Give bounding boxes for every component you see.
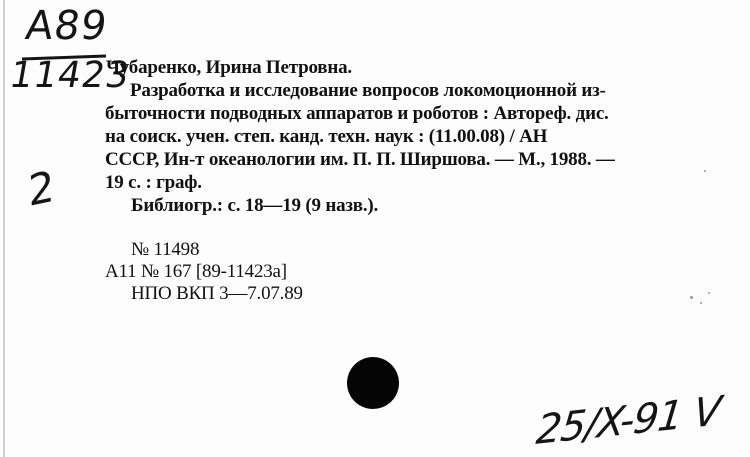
- paper-speck: [700, 302, 702, 304]
- registration-number: А11 № 167 [89-11423а]: [105, 261, 287, 282]
- bibliography-line: Библиогр.: с. 18—19 (9 назв.).: [131, 195, 379, 216]
- paper-speck: [690, 296, 693, 299]
- npo-vkp-line: НПО ВКП 3—7.07.89: [131, 283, 303, 304]
- title-line-3: на соиск. учен. степ. канд. техн. наук : (11.00.08) / АН: [105, 126, 548, 147]
- accession-number: № 11498: [131, 239, 200, 260]
- title-line-1: Разработка и исследование вопросов локомоционной из-: [130, 80, 606, 101]
- punch-hole: [347, 357, 399, 409]
- paper-speck: [708, 292, 710, 294]
- copy-mark: 2: [27, 160, 56, 217]
- shelfmark-number: 11423: [6, 55, 134, 96]
- card-edge: [3, 0, 5, 457]
- title-line-2: быточности подводных аппаратов и роботов : Автореф. дис.: [105, 103, 609, 124]
- title-line-5: 19 с. : граф.: [105, 172, 202, 193]
- paper-speck: [704, 170, 706, 172]
- handwritten-date-stamp: 25/X-91 V: [534, 387, 723, 455]
- title-line-4: СССР, Ин-т океанологии им. П. П. Ширшова. — М., 1988. —: [105, 149, 615, 170]
- author-line: Чубаренко, Ирина Петровна.: [106, 57, 352, 78]
- shelfmark-code: A89: [22, 3, 111, 49]
